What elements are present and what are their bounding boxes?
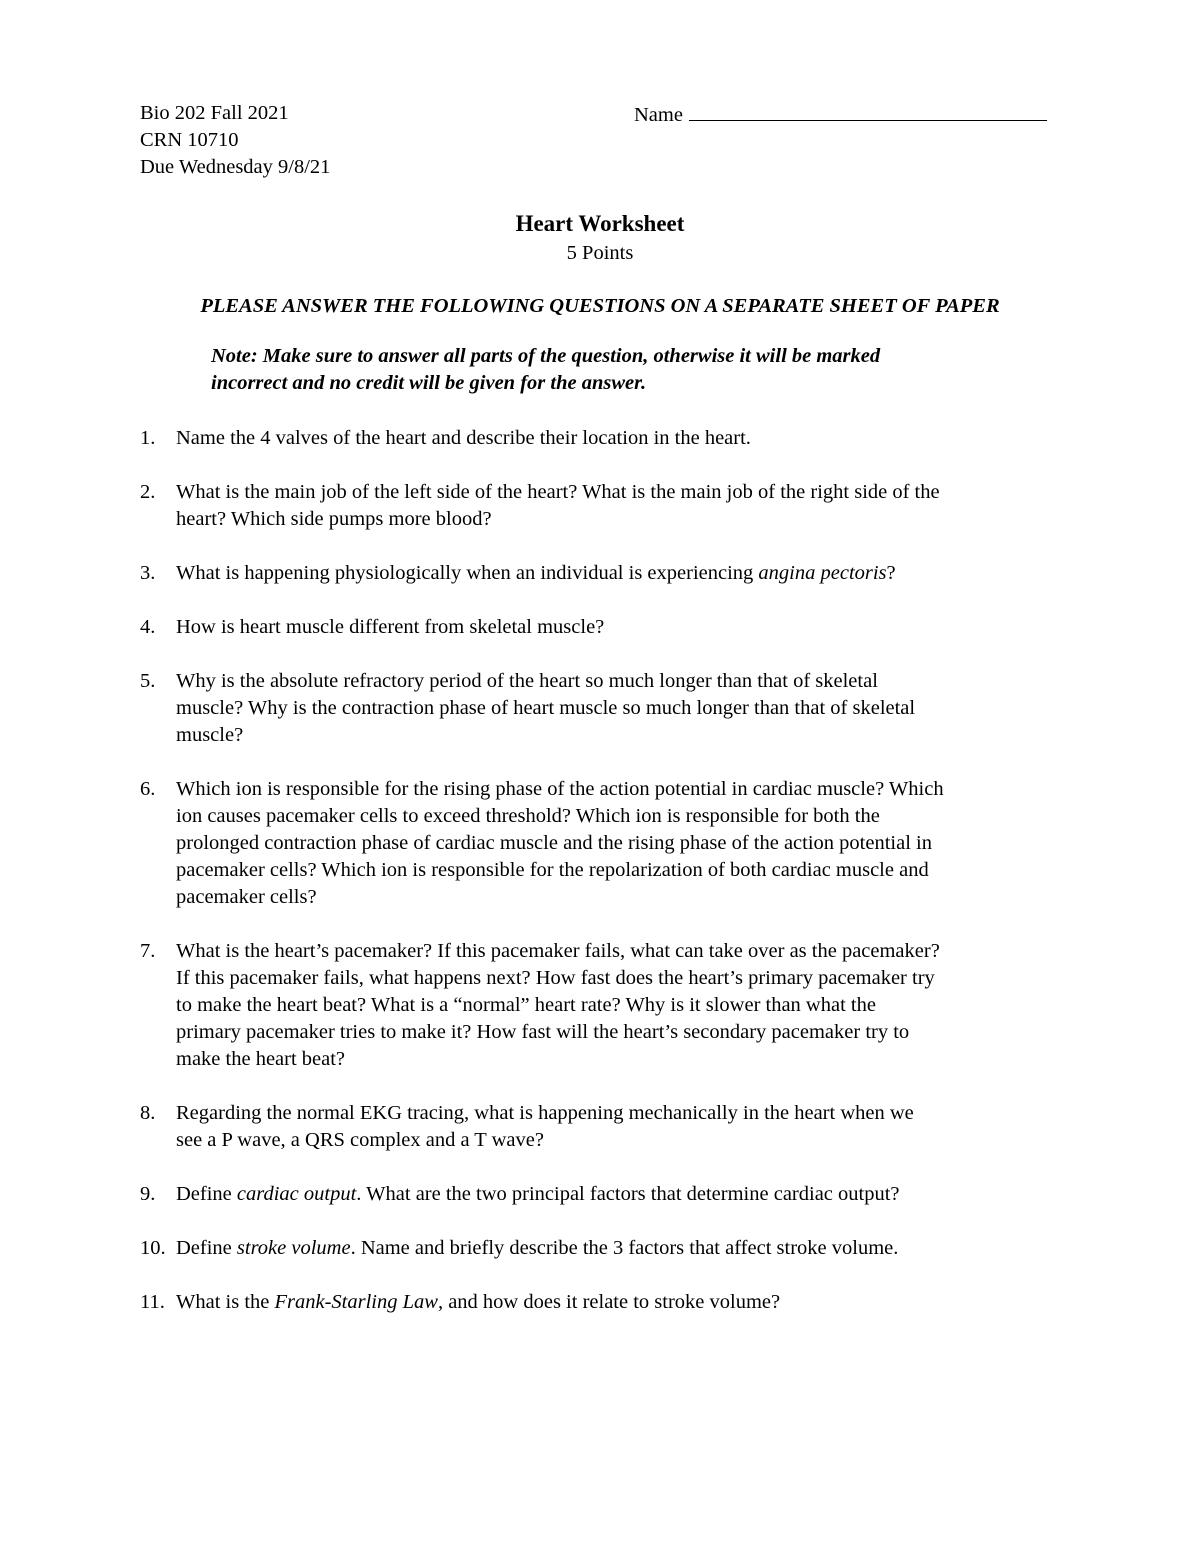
question-line: If this pacemaker fails, what happens next? How fast does the heart’s primary pacemaker try (176, 967, 935, 989)
question-text (176, 1100, 1061, 1154)
question-text-part: , and how does it relate to stroke volume? (437, 1291, 781, 1313)
question-line: Which ion is responsible for the rising phase of the action potential in cardiac muscle? Which (176, 778, 944, 800)
question-3 (140, 560, 1070, 587)
points-value: 5 Points (566, 242, 634, 264)
question-text-part: ? (886, 562, 896, 584)
question-line: to make the heart beat? What is a “normal” heart rate? Why is it slower than what the (176, 994, 876, 1016)
question-number: 9. (140, 1183, 156, 1205)
question-line: prolonged contraction phase of cardiac muscle and the rising phase of the action potential in (176, 832, 932, 854)
question-4 (140, 614, 1070, 641)
question-term: stroke volume (236, 1237, 351, 1259)
question-text (176, 425, 1061, 452)
question-line: Name the 4 valves of the heart and describe their location in the heart. (176, 427, 751, 449)
question-5 (140, 668, 1070, 749)
question-text (176, 1235, 1061, 1262)
question-text (176, 560, 1061, 587)
name-field (634, 100, 1047, 129)
worksheet-title: Heart Worksheet (515, 211, 685, 236)
question-2 (140, 479, 1070, 533)
answer-instruction: PLEASE ANSWER THE FOLLOWING QUESTIONS ON A SEPARATE SHEET OF PAPER (200, 295, 1000, 317)
note-line-1: Note: Make sure to answer all parts of the question, otherwise it will be marked (211, 345, 881, 367)
question-text (176, 668, 1061, 749)
name-blank-line (689, 100, 1047, 121)
question-10 (140, 1235, 1070, 1262)
question-number: 6. (140, 778, 156, 800)
question-line: muscle? (176, 724, 244, 746)
course-crn: CRN 10710 (140, 129, 239, 151)
question-line: Why is the absolute refractory period of the heart so much longer than that of skeletal (176, 670, 878, 692)
question-line: make the heart beat? (176, 1048, 346, 1070)
question-line: heart? Which side pumps more blood? (176, 508, 492, 530)
question-text (176, 479, 1061, 533)
question-text-part: What is happening physiologically when an individual is experiencing (176, 562, 759, 584)
question-line: primary pacemaker tries to make it? How fast will the heart’s secondary pacemaker try to (176, 1021, 910, 1043)
question-text (176, 614, 1061, 641)
name-label: Name (634, 104, 683, 126)
question-number: 11. (140, 1291, 165, 1313)
question-text (176, 1289, 1061, 1316)
question-line: Regarding the normal EKG tracing, what is happening mechanically in the heart when we (176, 1102, 914, 1124)
course-info (140, 100, 330, 181)
question-number: 8. (140, 1102, 156, 1124)
question-text-part: What is the (176, 1291, 275, 1313)
due-date: Due Wednesday 9/8/21 (140, 156, 331, 178)
question-term: angina pectoris (758, 562, 887, 584)
question-line: What is the main job of the left side of the heart? What is the main job of the right side of the (176, 481, 940, 503)
question-line: What is the heart’s pacemaker? If this pacemaker fails, what can take over as the pacemaker? (176, 940, 940, 962)
question-8 (140, 1100, 1070, 1154)
question-7 (140, 938, 1070, 1073)
question-number: 7. (140, 940, 156, 962)
course-title: Bio 202 Fall 2021 (140, 102, 289, 124)
question-9 (140, 1181, 1070, 1208)
question-text (176, 776, 1061, 911)
question-line: How is heart muscle different from skeletal muscle? (176, 616, 605, 638)
question-line: muscle? Why is the contraction phase of heart muscle so much longer than that of skeletal (176, 697, 916, 719)
question-text-part: . Name and briefly describe the 3 factors that affect stroke volume. (350, 1237, 899, 1259)
note-line-2: incorrect and no credit will be given for the answer. (211, 372, 647, 394)
question-line: pacemaker cells? (176, 886, 317, 908)
question-11 (140, 1289, 1070, 1316)
question-line: ion causes pacemaker cells to exceed threshold? Which ion is responsible for both the (176, 805, 880, 827)
question-text-part: . What are the two principal factors that determine cardiac output? (356, 1183, 900, 1205)
question-list (140, 425, 1070, 1343)
question-6 (140, 776, 1070, 911)
question-number: 3. (140, 562, 156, 584)
question-number: 5. (140, 670, 156, 692)
question-number: 2. (140, 481, 156, 503)
question-number: 1. (140, 427, 156, 449)
question-text (176, 938, 1061, 1073)
question-number: 4. (140, 616, 156, 638)
question-1 (140, 425, 1070, 452)
question-number: 10. (140, 1237, 166, 1259)
question-text (176, 1181, 1061, 1208)
question-line: see a P wave, a QRS complex and a T wave? (176, 1129, 544, 1151)
question-term: cardiac output (236, 1183, 357, 1205)
question-text-part: Define (176, 1183, 237, 1205)
question-line: pacemaker cells? Which ion is responsible for the repolarization of both cardiac muscle and (176, 859, 929, 881)
note-text (211, 343, 1011, 397)
question-term: Frank-Starling Law (274, 1291, 438, 1313)
question-text-part: Define (176, 1237, 237, 1259)
